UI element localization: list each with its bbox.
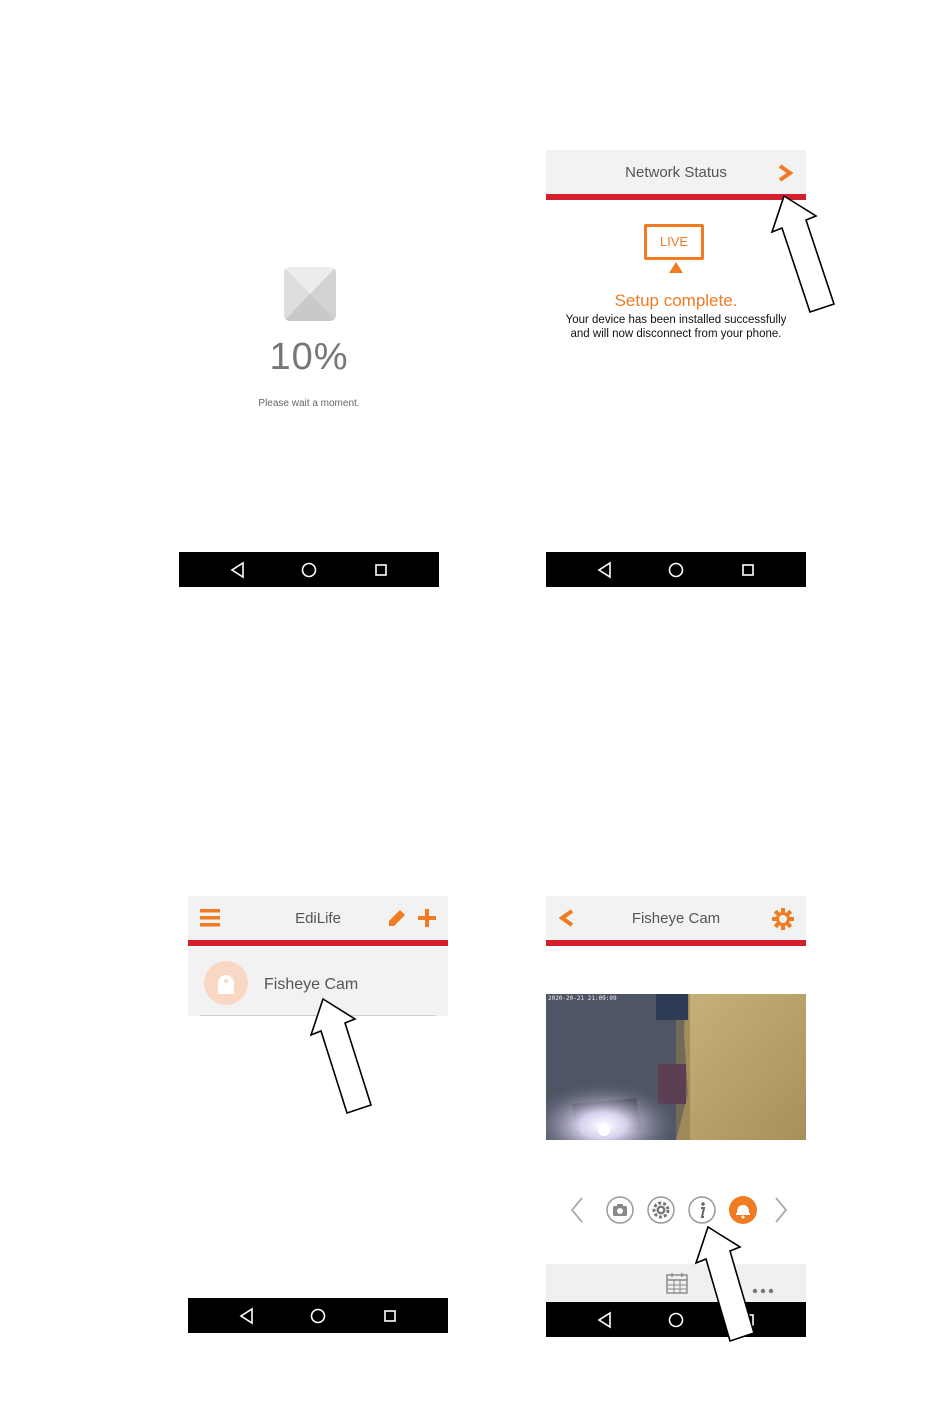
home-icon[interactable] [667, 1311, 685, 1329]
alarm-icon[interactable] [729, 1196, 757, 1224]
bottom-toolbar [546, 1264, 806, 1304]
settings-icon[interactable] [647, 1196, 675, 1224]
pointer-arrow-icon [688, 1225, 758, 1345]
wait-message: Please wait a moment. [258, 398, 360, 409]
calendar-icon[interactable] [666, 1272, 688, 1299]
home-icon[interactable] [667, 561, 685, 579]
camera-live-feed[interactable] [546, 994, 806, 1140]
camera-timestamp: 2020-20-21 21:09:09 [548, 995, 617, 1002]
recents-icon[interactable] [381, 1307, 399, 1325]
back-icon[interactable] [229, 561, 247, 579]
add-icon[interactable] [417, 908, 437, 933]
recents-icon[interactable] [739, 561, 757, 579]
header-title: Fisheye Cam [631, 910, 721, 927]
progress-percent: 10% [269, 336, 349, 378]
pointer-arrow-icon [764, 194, 838, 318]
prev-arrow-icon[interactable] [564, 1196, 592, 1224]
android-nav-bar [179, 552, 439, 587]
monitor-stand [669, 262, 683, 273]
camera-avatar-icon [204, 961, 248, 1005]
screen-live-view [546, 896, 806, 1337]
back-icon[interactable] [238, 1307, 256, 1325]
header-accent-bar [546, 940, 806, 946]
setup-message-line2: and will now disconnect from your phone. [570, 328, 782, 340]
info-icon[interactable] [688, 1196, 716, 1224]
android-nav-bar [546, 1302, 806, 1337]
control-toolbar [546, 1196, 806, 1228]
home-icon[interactable] [300, 561, 318, 579]
settings-gear-icon[interactable] [772, 908, 794, 935]
setup-message-line1: Your device has been installed successfully [565, 314, 787, 326]
pointer-arrow-icon [303, 997, 377, 1119]
recents-icon[interactable] [372, 561, 390, 579]
header-accent-bar [188, 940, 448, 946]
header-title: EdiLife [295, 910, 341, 927]
edit-icon[interactable] [388, 909, 406, 932]
android-nav-bar [188, 1298, 448, 1333]
back-icon[interactable] [596, 561, 614, 579]
android-nav-bar [546, 552, 806, 587]
home-icon[interactable] [309, 1307, 327, 1325]
camera-icon[interactable] [606, 1196, 634, 1224]
back-icon[interactable] [596, 1311, 614, 1329]
device-name: Fisheye Cam [264, 976, 359, 993]
screen-progress [179, 150, 439, 587]
setup-title: Setup complete. [614, 291, 738, 310]
forward-arrow-icon[interactable] [776, 164, 794, 187]
header [546, 896, 806, 940]
placeholder-image [284, 267, 336, 321]
header-title: Network Status [625, 164, 727, 181]
live-monitor-icon: LIVE [644, 224, 704, 260]
header [188, 896, 448, 940]
next-arrow-icon[interactable] [766, 1196, 794, 1224]
header [546, 150, 806, 194]
